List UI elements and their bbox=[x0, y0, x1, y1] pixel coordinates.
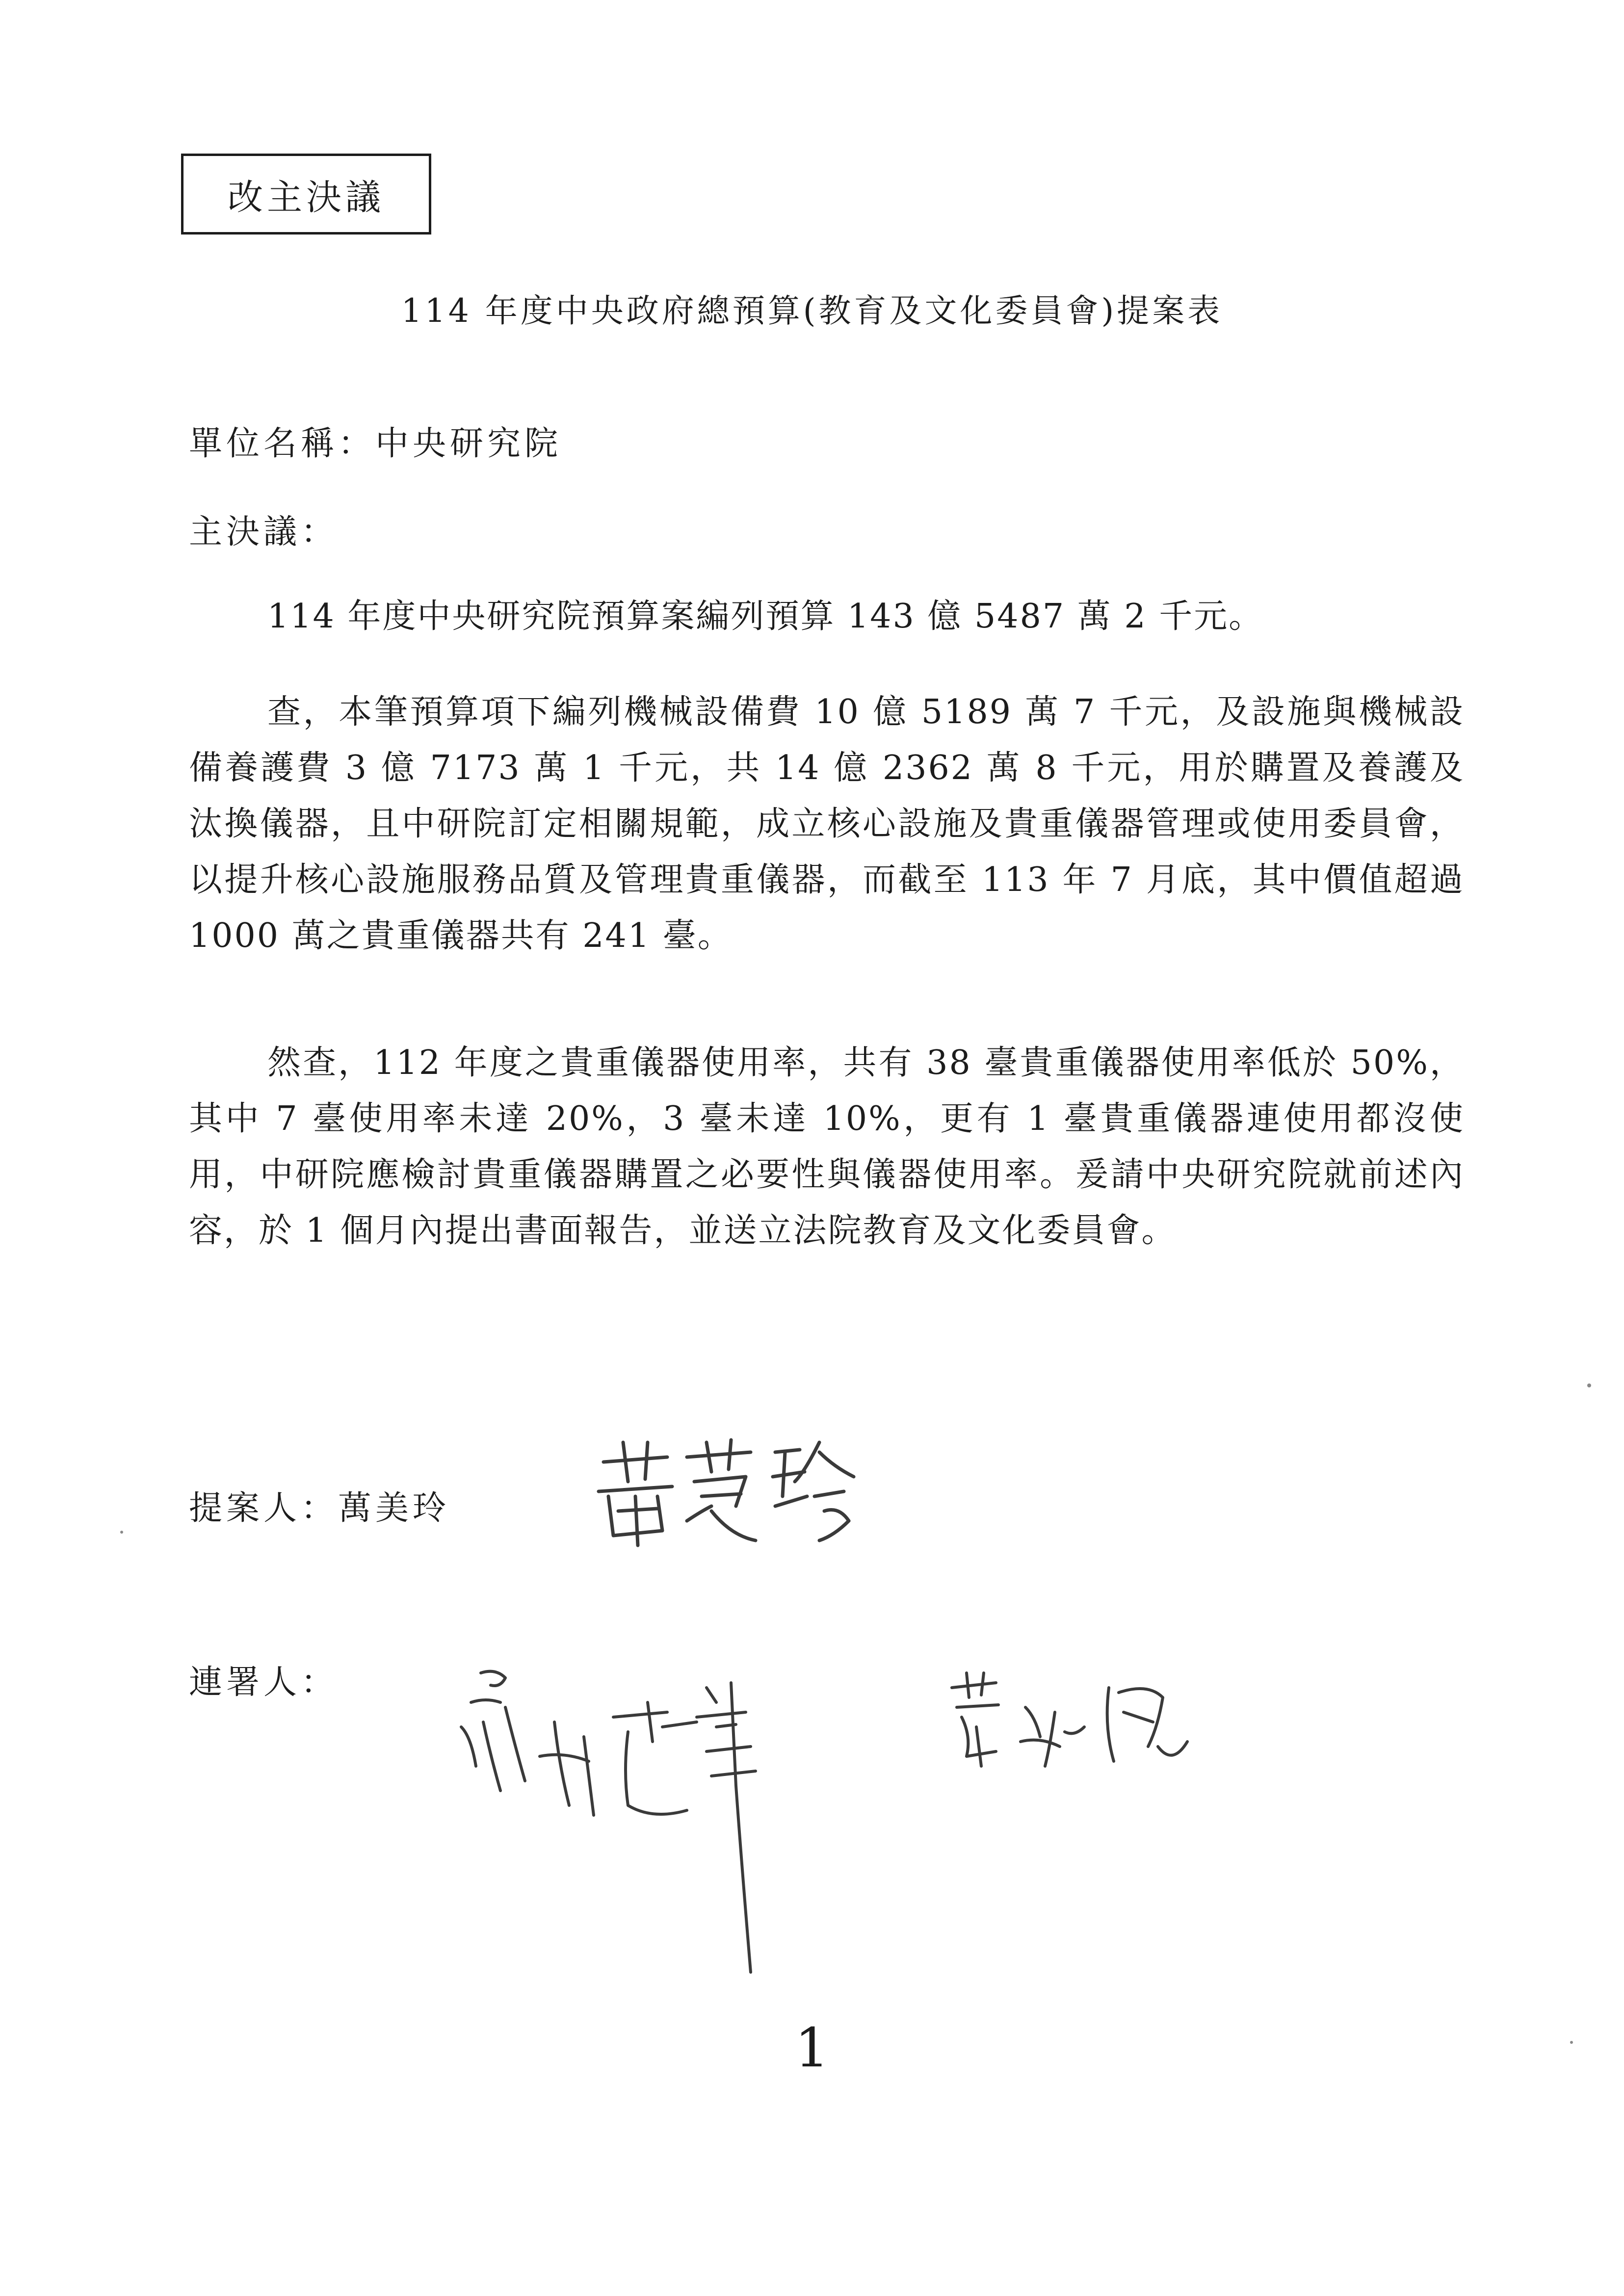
proposer-line: 提案人：萬美玲 bbox=[189, 1489, 450, 1528]
page-number: 1 bbox=[795, 2016, 829, 2079]
main-resolution-label: 主決議： bbox=[189, 513, 339, 551]
cosigners-label: 連署人： bbox=[189, 1663, 339, 1702]
scan-speck bbox=[1587, 1383, 1591, 1387]
proposer-signature bbox=[589, 1423, 864, 1570]
paragraph-budget: 114 年度中央研究院預算案編列預算 143 億 5487 萬 2 千元。 bbox=[267, 597, 1264, 636]
resolution-type-label: 改主決議 bbox=[227, 176, 385, 218]
unit-name: 單位名稱：中央研究院 bbox=[189, 424, 562, 463]
scan-speck bbox=[1570, 2041, 1573, 2044]
scan-speck bbox=[120, 1531, 123, 1534]
document-title: 114 年度中央政府總預算(教育及文化委員會)提案表 bbox=[401, 292, 1223, 330]
cosigner-signature-1 bbox=[442, 1658, 834, 2002]
cosigner-signature-2 bbox=[942, 1668, 1197, 1786]
paragraph-usage-rate: 然查，112 年度之貴重儀器使用率，共有 38 臺貴重儀器使用率低於 50%，其中 7 臺使用率未達 20%，3 臺未達 10%，更有 1 臺貴重儀器連使用都沒使用，中研院應檢討貴重儀器購置之必要性與儀器使用率。爰請中央研究院就前述內容，於 1 個月內提出書面報告，並送立法院教育及文化委員會。 bbox=[189, 1044, 1465, 1250]
resolution-type-box bbox=[181, 154, 431, 235]
paragraph-equipment: 查，本筆預算項下編列機械設備費 10 億 5189 萬 7 千元，及設施與機械設備養護費 3 億 7173 萬 1 千元，共 14 億 2362 萬 8 千元，用於購置及養護及汰換儀器，且中研院訂定相關規範，成立核心設施及貴重儀器管理或使用委員會，以提升核心設施服務品質及管理貴重儀器，而截至 113 年 7 月底，其中價值超過 1000 萬之貴重儀器共有 241 臺。 bbox=[189, 693, 1465, 955]
